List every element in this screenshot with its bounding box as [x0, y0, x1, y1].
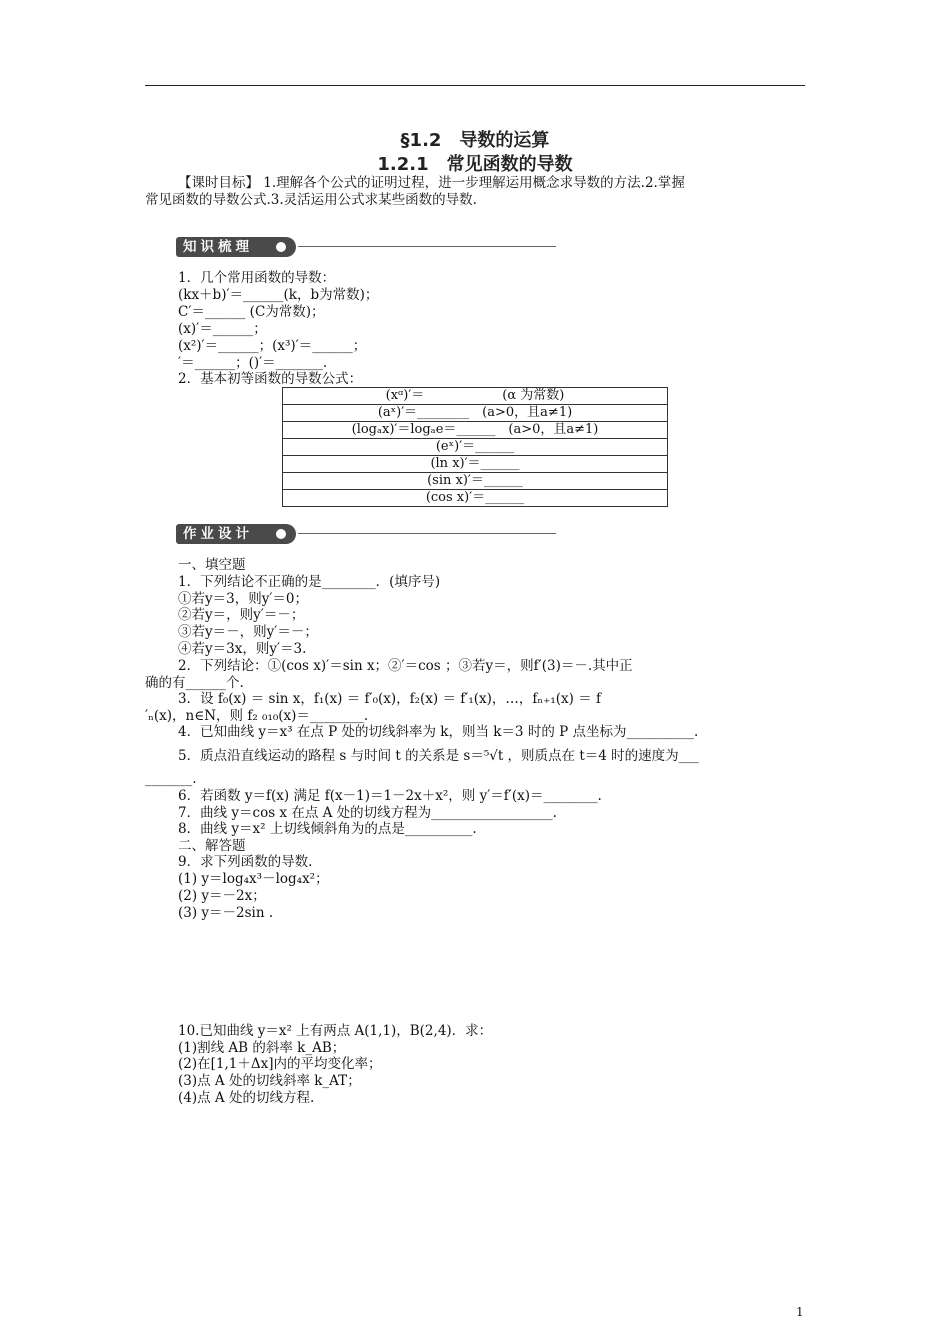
table-row	[283, 422, 668, 439]
section-knowledge-label: 知识梳理	[176, 237, 296, 257]
hw-line: 8．曲线 y＝x² 上切线倾斜角为的点是__________.	[178, 821, 477, 837]
table-row	[283, 490, 668, 507]
page-title: §1.2 导数的运算	[400, 130, 550, 151]
table-row	[283, 405, 668, 422]
knowledge-line: 2．基本初等函数的导数公式：	[178, 371, 363, 387]
hw-line: ③若y＝－，则y′＝－；	[178, 624, 318, 640]
hw-line: 2．下列结论：①(cos x)′＝sin x；②′＝cos ；③若y＝，则f′(3)＝－.其中正	[178, 658, 633, 674]
hw-line: _______.	[145, 771, 197, 787]
section-rule	[298, 533, 556, 534]
table-row	[283, 388, 668, 405]
hw-line: 确的有______个.	[145, 675, 244, 691]
section-rule	[298, 246, 556, 247]
q10-line: (4)点 A 处的切线方程.	[178, 1090, 315, 1106]
bullet-dot-icon	[276, 529, 286, 539]
hw-line: 5．质点沿直线运动的路程 s 与时间 t 的关系是 s＝⁵√t ，则质点在 t＝4 时的速度为___	[178, 748, 699, 764]
formula-cell: (sin x)′＝______	[283, 473, 668, 490]
knowledge-line: (kx＋b)′＝______(k，b为常数)；	[178, 287, 379, 303]
hw-line: ′ₙ(x)，n∈N，则 f₂ ₀₁₀(x)＝________.	[145, 708, 369, 724]
formula-table	[282, 387, 668, 507]
knowledge-line: (x)′＝______；	[178, 321, 267, 337]
hw-line: 一、填空题	[178, 557, 246, 573]
knowledge-line: (x²)′＝______；(x³)′＝______；	[178, 338, 367, 354]
hw-line: 3．设 f₀(x) ＝ sin x，f₁(x) ＝ f′₀(x)，f₂(x) ＝ f′₁(x)，…，fₙ₊₁(x) ＝ f	[178, 691, 601, 707]
hw-line: 7．曲线 y＝cos x 在点 A 处的切线方程为__________________.	[178, 805, 557, 821]
q10-line: (3)点 A 处的切线斜率 k_AT；	[178, 1073, 361, 1089]
table-row	[283, 439, 668, 456]
lesson-goal-line1: 【课时目标】 1.理解各个公式的证明过程，进一步理解运用概念求导数的方法.2.掌握	[178, 175, 685, 191]
hw-line: 6．若函数 y＝f(x) 满足 f(x－1)＝1－2x＋x²，则 y′＝f′(x)＝________.	[178, 788, 602, 804]
hw-line: 4．已知曲线 y＝x³ 在点 P 处的切线斜率为 k，则当 k＝3 时的 P 点坐标为__________.	[178, 724, 699, 740]
q10-line: (2)在[1,1＋Δx]内的平均变化率；	[178, 1056, 382, 1072]
formula-cell: (eˣ)′＝______	[283, 439, 668, 456]
table-row	[283, 473, 668, 490]
hw-line: (2) y＝－2x；	[178, 888, 266, 904]
hw-line: 9．求下列函数的导数.	[178, 854, 313, 870]
hw-line: 二、解答题	[178, 838, 246, 854]
lesson-goal-line2: 常见函数的导数公式.3.灵活运用公式求某些函数的导数.	[145, 192, 477, 208]
formula-cell: (ln x)′＝______	[283, 456, 668, 473]
hw-line: ④若y＝3x，则y′＝3.	[178, 641, 307, 657]
knowledge-line: ′＝______；()′＝_______.	[178, 355, 328, 371]
q10-line: 10.已知曲线 y＝x² 上有两点 A(1,1)，B(2,4)．求：	[178, 1023, 493, 1039]
q10-line: (1)割线 AB 的斜率 k_AB；	[178, 1040, 346, 1056]
page-subtitle: 1.2.1 常见函数的导数	[377, 154, 573, 175]
formula-cell: (xᵅ)′＝ (α 为常数)	[283, 388, 668, 405]
formula-cell: (logₐx)′＝logₐe＝______ (a>0，且a≠1)	[283, 422, 668, 439]
formula-cell: (cos x)′＝______	[283, 490, 668, 507]
hw-line: ①若y＝3，则y′＝0；	[178, 591, 308, 607]
bullet-dot-icon	[276, 242, 286, 252]
hw-line: (3) y＝－2sin .	[178, 905, 274, 921]
knowledge-line: 1．几个常用函数的导数：	[178, 270, 336, 286]
hw-line: ②若y＝，则y′＝－；	[178, 607, 305, 623]
header-rule	[145, 85, 805, 86]
hw-line: 1．下列结论不正确的是________．(填序号)	[178, 574, 441, 590]
page-number: 1	[796, 1305, 804, 1319]
formula-cell: (aˣ)′＝________ (a>0，且a≠1)	[283, 405, 668, 422]
hw-line: (1) y＝log₄x³－log₄x²；	[178, 871, 329, 887]
table-row	[283, 456, 668, 473]
section-homework-label: 作业设计	[176, 524, 296, 544]
knowledge-line: C′＝______ (C为常数)；	[178, 304, 325, 320]
